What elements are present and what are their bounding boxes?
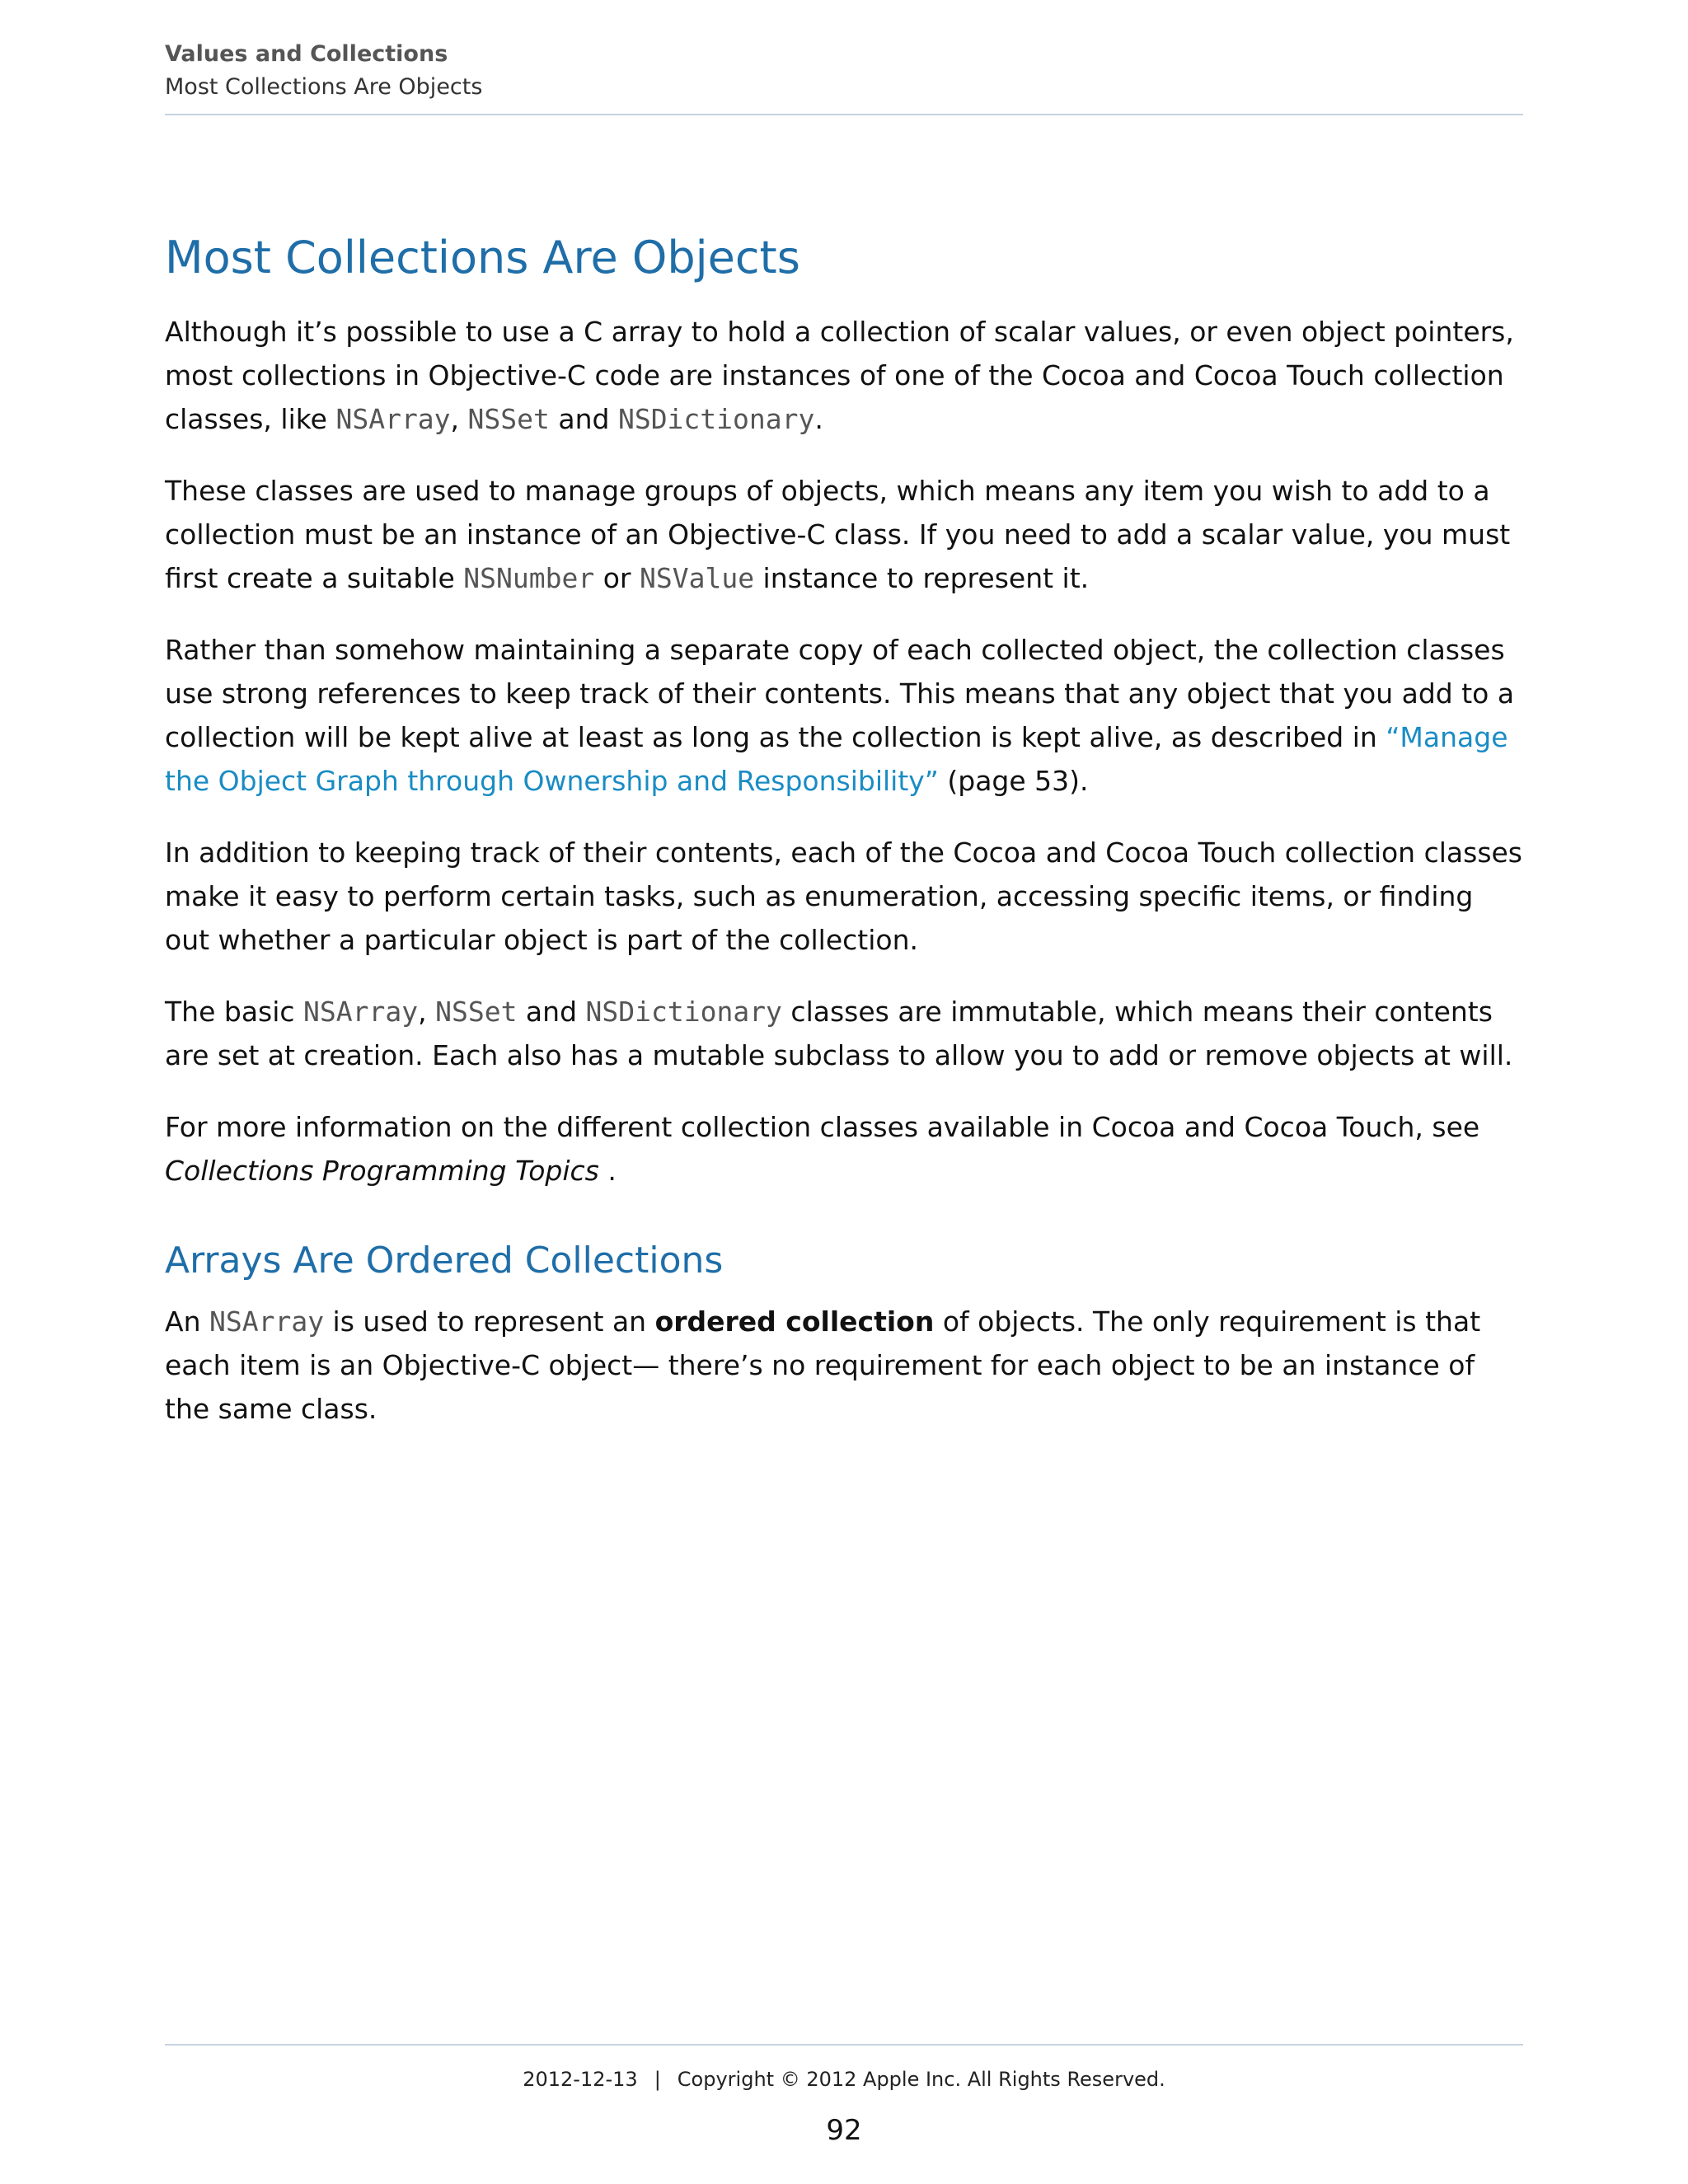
p2-text-3: instance to represent it. (754, 562, 1090, 594)
footer-divider (165, 2044, 1523, 2046)
p2-text-2: or (594, 562, 640, 594)
p7-text-1: An (165, 1305, 209, 1338)
p5-text-2: , (418, 996, 436, 1028)
header-section-title: Most Collections Are Objects (165, 74, 483, 100)
p1-text-4: . (814, 403, 823, 435)
p7-text-2: is used to represent an (324, 1305, 655, 1338)
code-nsdictionary: NSDictionary (585, 996, 782, 1028)
p6-text-2: . (598, 1155, 617, 1187)
page-number: 92 (826, 2114, 862, 2147)
code-nsset: NSSet (467, 403, 550, 435)
paragraph-7 (165, 1300, 1523, 1431)
p2-text-1: These classes are used to manage groups of objects, which means any item you wish to add to a collection must be an instance of an Objective-C class. If you need to add a scalar value, you must first create a suitable (165, 475, 1511, 594)
section-heading: Arrays Are Ordered Collections (165, 1240, 724, 1282)
code-nsvalue: NSValue (639, 562, 755, 594)
p3-text-1: Rather than somehow maintaining a separate copy of each collected object, the collection classes use strong references to keep track of their contents. This means that any object that you add to a collection will be kept alive at least as long as the collection is kept alive, as described in (165, 634, 1515, 753)
page-footer (165, 2064, 1523, 2149)
paragraph-1 (165, 310, 1523, 441)
paragraph-2 (165, 469, 1523, 600)
p7-text-3: of objects. The only requirement is that each item is an Objective-C object— there’s no requirement for each object to be an instance of the same class. (165, 1305, 1481, 1425)
p5-text-1: The basic (165, 996, 304, 1028)
p1-text-1: Although it’s possible to use a C array to hold a collection of scalar values, or even object pointers, most collections in Objective-C code are instances of one of the Cocoa and Cocoa Touch collection classes, like (165, 316, 1514, 435)
p5-text-3: and (517, 996, 586, 1028)
code-nsarray: NSArray (209, 1305, 325, 1338)
term-ordered-collection: ordered collection (654, 1305, 935, 1338)
header-chapter-title: Values and Collections (165, 41, 448, 67)
p5-text-4: classes are immutable, which means their contents are set at creation. Each also has a mutable subclass to allow you to add or remove objects at will. (165, 996, 1513, 1071)
footer-copyright: Copyright © 2012 Apple Inc. All Rights Reserved. (677, 2068, 1165, 2091)
paragraph-4: In addition to keeping track of their contents, each of the Cocoa and Cocoa Touch collection classes make it easy to perform certain tasks, such as enumeration, accessing specific items, or finding out whether a particular object is part of the collection. (165, 837, 1523, 956)
code-nsset: NSSet (435, 996, 518, 1028)
page-title: Most Collections Are Objects (165, 232, 800, 284)
footer-date: 2012-12-13 (523, 2068, 638, 2091)
p6-text-1: For more information on the different collection classes available in Cocoa and Cocoa Touch, see (165, 1111, 1480, 1143)
main-content (165, 221, 1523, 1459)
header-divider (165, 114, 1523, 115)
collections-topics-title: Collections Programming Topics (165, 1155, 599, 1187)
p3-text-2: (page 53). (938, 765, 1089, 797)
code-nsdictionary: NSDictionary (617, 403, 815, 435)
paragraph-6 (165, 1105, 1523, 1193)
code-nsarray: NSArray (335, 403, 451, 435)
footer-separator: | (654, 2068, 661, 2091)
p1-text-2: , (450, 403, 468, 435)
p1-text-3: and (549, 403, 618, 435)
footer-meta (165, 2064, 1523, 2094)
running-header (165, 38, 1523, 104)
paragraph-3 (165, 628, 1523, 803)
code-nsarray: NSArray (303, 996, 419, 1028)
object-graph-link[interactable]: “Manage the Object Graph through Ownership and Responsibility” (165, 721, 1508, 797)
code-nsnumber: NSNumber (463, 562, 595, 594)
paragraph-5 (165, 990, 1523, 1077)
